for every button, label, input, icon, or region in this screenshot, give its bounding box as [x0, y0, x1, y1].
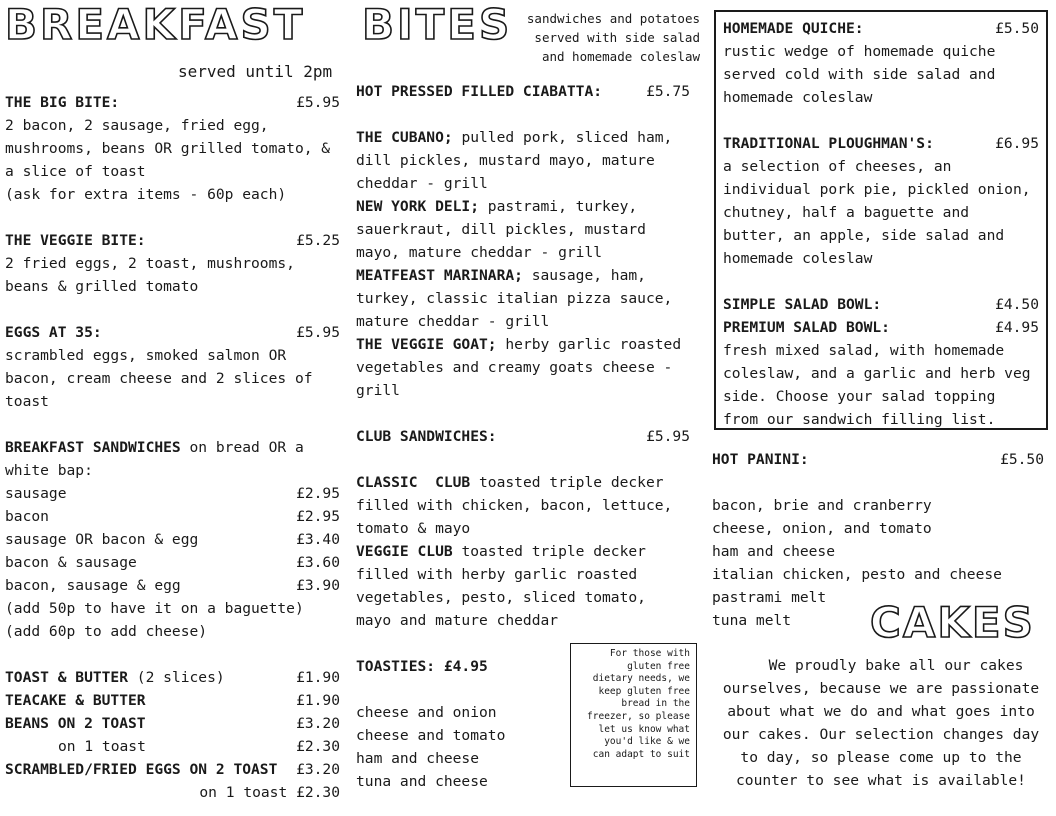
item-name: BREAKFAST SANDWICHES [5, 439, 181, 456]
item-price: £3.20 [296, 715, 340, 732]
menu-item-simple-salad [723, 293, 1039, 316]
cakes-line: about what we do and what goes into [727, 703, 1035, 720]
cakes-title: CAKES [870, 598, 1035, 647]
note-line: you'd like & we [604, 736, 690, 748]
item-desc: pulled pork, sliced ham, [452, 129, 673, 146]
cakes-line: to day, so please come up to the [740, 749, 1022, 766]
item-desc: homemade coleslaw [723, 89, 873, 106]
menu-item-ploughmans [723, 132, 1039, 155]
panini-option: italian chicken, pesto and cheese [712, 566, 1002, 583]
option-label: bacon, sausage & egg [5, 577, 181, 594]
option-label: on 1 toast [58, 738, 146, 755]
item-name: THE VEGGIE BITE: [5, 232, 146, 249]
menu-item-classic-club [356, 471, 690, 494]
item-note: (add 50p to have it on a baguette) [5, 600, 304, 617]
item-desc: pastrami, turkey, [479, 198, 638, 215]
item-name: TOAST & BUTTER [5, 669, 129, 686]
bites-subtitle [500, 9, 700, 66]
menu-item-beans-one-toast [5, 735, 340, 758]
menu-item-beans-toast [5, 712, 340, 735]
option-price: £2.95 [296, 508, 340, 525]
item-price: £5.95 [296, 94, 340, 111]
menu-item-scrambled-one-toast [5, 781, 340, 804]
item-desc: a slice of toast [5, 163, 146, 180]
note-line: freezer, so please [587, 710, 690, 722]
item-price: £5.95 [646, 428, 690, 445]
item-name: PREMIUM SALAD BOWL: [723, 319, 890, 336]
item-price: £5.95 [296, 324, 340, 341]
panini-option: cheese, onion, and tomato [712, 520, 932, 537]
cakes-line: We proudly bake all our cakes [768, 657, 1024, 674]
item-name: BEANS ON 2 TOAST [5, 715, 146, 732]
item-desc: turkey, classic italian pizza sauce, [356, 290, 673, 307]
item-desc: sauerkraut, dill pickles, mustard [356, 221, 646, 238]
bites-title: BITES [362, 0, 513, 49]
item-desc: sausage, ham, [522, 267, 646, 284]
item-desc: rustic wedge of homemade quiche [723, 43, 996, 60]
item-name: HOMEMADE QUICHE: [723, 20, 864, 37]
item-price: £5.50 [1000, 451, 1044, 468]
cakes-line: ourselves, because we are passionate [722, 680, 1040, 697]
breakfast-title: BREAKFAST [5, 0, 306, 49]
item-name: CLUB SANDWICHES: [356, 428, 497, 445]
item-price: £5.25 [296, 232, 340, 249]
menu-item-teacake-butter [5, 689, 340, 712]
menu-item-quiche [723, 17, 1039, 40]
item-desc: (2 slices) [128, 669, 225, 686]
cakes-line: counter to see what is available! [736, 772, 1026, 789]
option-label: bacon [5, 508, 49, 525]
sandwich-option [5, 505, 340, 528]
item-price: £5.50 [995, 20, 1039, 37]
note-line: can adapt to suit [592, 748, 690, 760]
item-desc: mature cheddar - grill [356, 313, 550, 330]
note-line: For those with [609, 648, 690, 659]
menu-item-toasties: TOASTIES: £4.95 [356, 658, 488, 675]
menu-item-scrambled-eggs [5, 758, 340, 781]
option-price: £3.60 [296, 554, 340, 571]
item-price: £4.50 [995, 296, 1039, 313]
item-name: TEACAKE & BUTTER [5, 692, 146, 709]
item-desc: served cold with side salad and [723, 66, 996, 83]
item-desc: scrambled eggs, smoked salmon OR [5, 347, 287, 364]
item-desc: mayo and mature cheddar [356, 612, 559, 629]
item-name: VEGGIE CLUB [356, 543, 453, 560]
option-label: sausage [5, 485, 67, 502]
item-price: £2.30 [296, 738, 340, 755]
item-desc: filled with chicken, bacon, lettuce, [356, 497, 673, 514]
item-desc: filled with herby garlic roasted [356, 566, 638, 583]
menu-item-big-bite [5, 91, 340, 114]
sandwich-option [5, 551, 340, 574]
note-line: keep gluten free [598, 685, 690, 697]
menu-item-breakfast-sandwiches [5, 436, 340, 459]
sandwich-option [5, 528, 340, 551]
item-desc: vegetables and creamy goats cheese - [356, 359, 673, 376]
item-name: NEW YORK DELI; [356, 198, 480, 215]
gluten-free-note [570, 643, 697, 787]
subtitle-line: sandwiches and potatoes [526, 11, 700, 26]
item-desc: homemade coleslaw [723, 250, 873, 267]
item-price: £1.90 [296, 692, 340, 709]
item-price: £5.75 [646, 83, 690, 100]
toastie-option: cheese and tomato [356, 727, 506, 744]
item-desc: from our sandwich filling list. [723, 411, 996, 428]
item-name: TRADITIONAL PLOUGHMAN'S: [723, 135, 934, 152]
item-desc: beans & grilled tomato [5, 278, 199, 295]
option-label: on 1 toast [199, 784, 288, 801]
item-price: £3.20 [296, 761, 340, 778]
item-desc: grill [356, 382, 400, 399]
served-until: served until 2pm [178, 62, 333, 81]
item-desc: herby garlic roasted [496, 336, 682, 353]
item-desc: a selection of cheeses, an [723, 158, 952, 175]
option-price: £3.40 [296, 531, 340, 548]
panini-option: bacon, brie and cranberry [712, 497, 932, 514]
menu-item-new-york-deli [356, 195, 690, 218]
subtitle-line: served with side salad [534, 30, 700, 45]
item-desc: mayo, mature cheddar - grill [356, 244, 603, 261]
item-price: £2.30 [296, 784, 340, 801]
item-name: THE CUBANO; [356, 129, 453, 146]
panini-option: tuna melt [712, 612, 792, 629]
item-desc: side. Choose your salad topping [723, 388, 996, 405]
note-line: bread in the [621, 698, 690, 710]
option-label: bacon & sausage [5, 554, 137, 571]
menu-item-cubano [356, 126, 690, 149]
item-name: HOT PRESSED FILLED CIABATTA: [356, 83, 603, 100]
item-desc: butter, an apple, side salad and [723, 227, 1005, 244]
item-name: CLASSIC CLUB [356, 474, 471, 491]
item-desc: 2 bacon, 2 sausage, fried egg, [5, 117, 269, 134]
item-price: £6.95 [995, 135, 1039, 152]
toastie-option: ham and cheese [356, 750, 480, 767]
item-desc: bacon, cream cheese and 2 slices of [5, 370, 313, 387]
subtitle-line: and homemade coleslaw [541, 49, 700, 64]
note-line: gluten free [627, 660, 690, 672]
menu-item-eggs-at-35 [5, 321, 340, 344]
cakes-line: our cakes. Our selection changes day [722, 726, 1040, 743]
menu-item-club-sandwiches [356, 425, 690, 448]
item-desc: cheddar - grill [356, 175, 488, 192]
breakfast-column [5, 91, 340, 804]
panini-option: ham and cheese [712, 543, 836, 560]
item-desc: vegetables, pesto, sliced tomato, [356, 589, 646, 606]
item-name: HOT PANINI: [712, 451, 809, 468]
item-desc: chutney, half a baguette and [723, 204, 970, 221]
toastie-option: cheese and onion [356, 704, 497, 721]
item-name: MEATFEAST MARINARA; [356, 267, 523, 284]
option-price: £3.90 [296, 577, 340, 594]
cakes-description [712, 654, 1050, 792]
menu-item-veggie-bite [5, 229, 340, 252]
item-name: EGGS AT 35: [5, 324, 102, 341]
menu-item-premium-salad [723, 316, 1039, 339]
menu-item-veggie-club [356, 540, 690, 563]
toastie-option: tuna and cheese [356, 773, 488, 790]
item-desc: toasted triple decker [452, 543, 646, 560]
item-name: SIMPLE SALAD BOWL: [723, 296, 882, 313]
note-line: let us know what [598, 723, 690, 735]
item-desc: toast [5, 393, 49, 410]
lunch-column [723, 17, 1039, 431]
item-price-group [199, 781, 340, 804]
item-desc: fresh mixed salad, with homemade [723, 342, 1005, 359]
option-label: sausage OR bacon & egg [5, 531, 199, 548]
menu-item-ciabatta [356, 80, 690, 103]
menu-item-veggie-goat [356, 333, 690, 356]
sandwich-option [5, 482, 340, 505]
panini-option: pastrami melt [712, 589, 827, 606]
sandwich-option [5, 574, 340, 597]
item-desc: tomato & mayo [356, 520, 471, 537]
item-desc: 2 fried eggs, 2 toast, mushrooms, [5, 255, 295, 272]
item-price: £4.95 [995, 319, 1039, 336]
item-name: THE VEGGIE GOAT; [356, 336, 497, 353]
item-desc: dill pickles, mustard mayo, mature [356, 152, 655, 169]
item-price: £1.90 [296, 669, 340, 686]
item-desc: mushrooms, beans OR grilled tomato, & [5, 140, 331, 157]
item-desc: toasted triple decker [470, 474, 664, 491]
menu-item-meatfeast [356, 264, 690, 287]
item-desc: (ask for extra items - 60p each) [5, 186, 287, 203]
item-name: SCRAMBLED/FRIED EGGS ON 2 TOAST [5, 761, 278, 778]
menu-item-panini [712, 448, 1046, 471]
item-desc: white bap: [5, 462, 93, 479]
option-price: £2.95 [296, 485, 340, 502]
item-desc: on bread OR a [180, 439, 304, 456]
note-line: dietary needs, we [592, 673, 690, 685]
menu-item-toast-butter [5, 666, 340, 689]
item-desc: individual pork pie, pickled onion, [723, 181, 1031, 198]
item-name: THE BIG BITE: [5, 94, 120, 111]
item-note: (add 60p to add cheese) [5, 623, 208, 640]
item-desc: coleslaw, and a garlic and herb veg [723, 365, 1031, 382]
